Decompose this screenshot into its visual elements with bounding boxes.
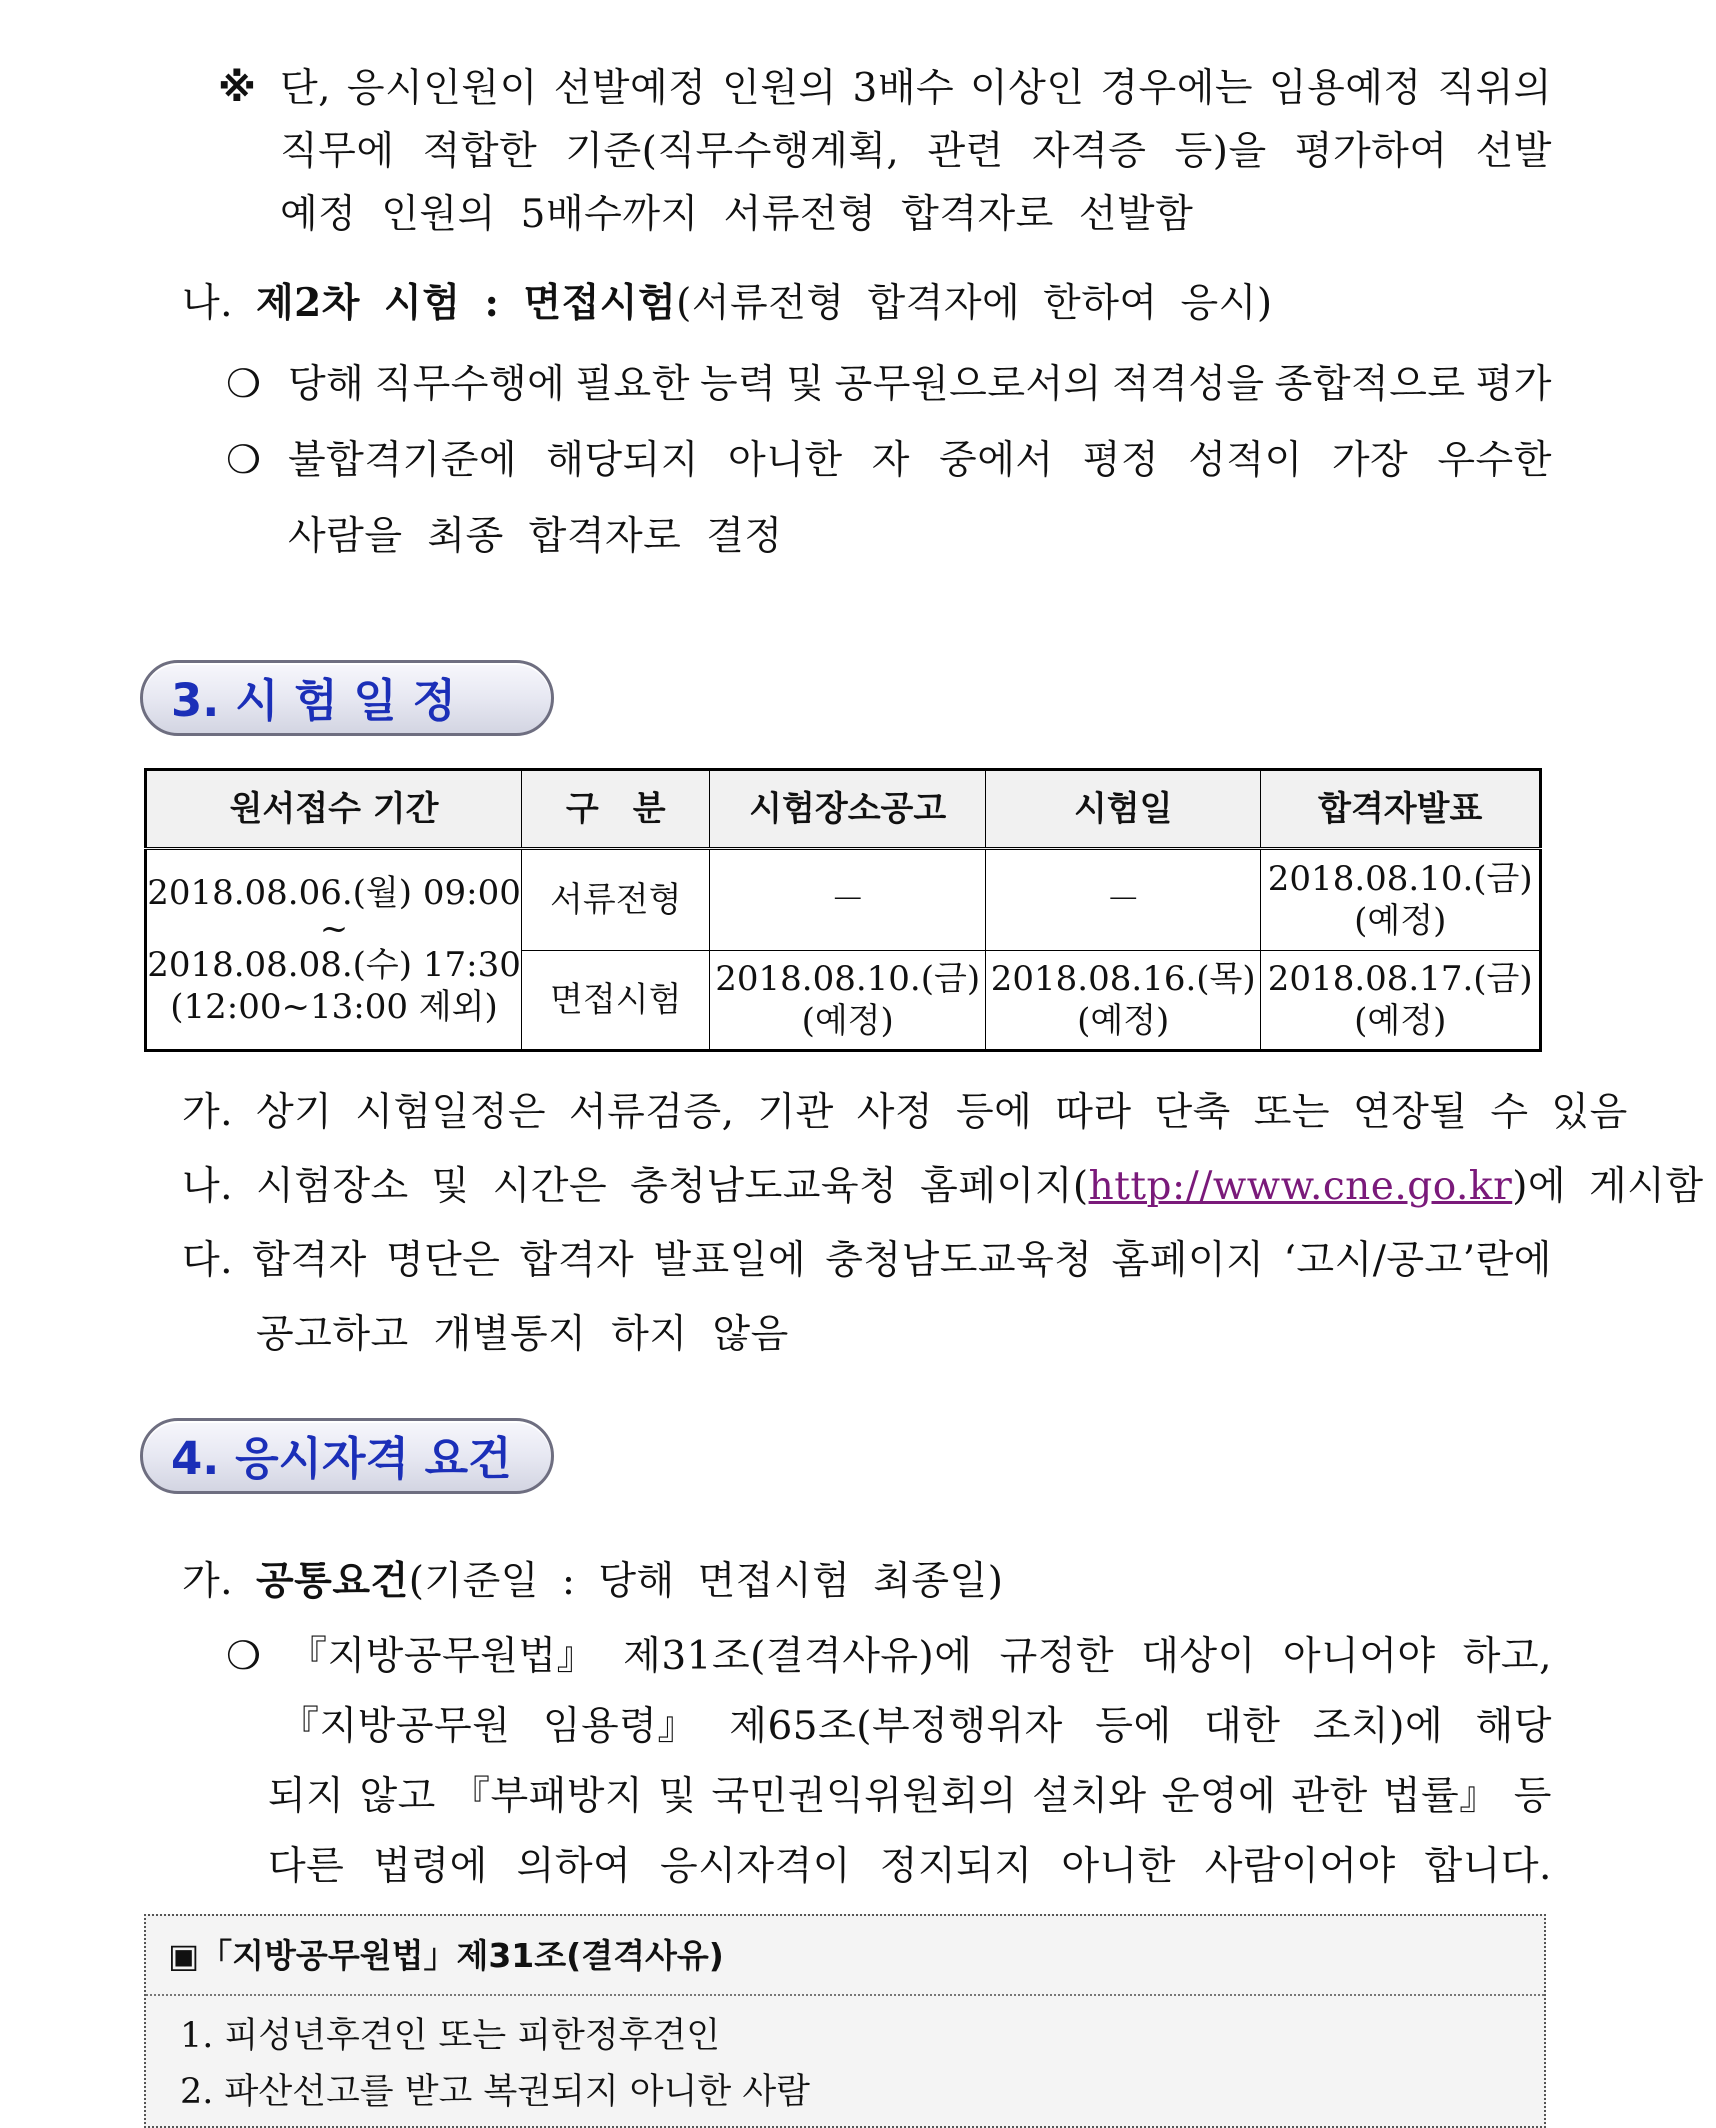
note-line-3: 예정 인원의 5배수까지 서류전형 합격자로 선발함 <box>280 192 1194 237</box>
law-item: 1. 피성년후견인 또는 피한정후견인 <box>180 2016 721 2056</box>
schedule-table <box>144 768 1542 1052</box>
law-excerpt-title: ▣「지방공무원법」제31조(결격사유) <box>168 1936 724 1975</box>
eligibility-line-1: 『지방공무원법』 제31조(결격사유)에 규정한 대상이 아니어야 하고, <box>288 1634 1552 1679</box>
venue-cell: － <box>710 849 986 951</box>
law-excerpt-box <box>144 1914 1546 2128</box>
subsection-2-b-title: 나. 제2차 시험 : 면접시험(서류전형 합격자에 한하여 응시) <box>182 280 1273 326</box>
result-cell: 2018.08.17.(금) (예정) <box>1261 951 1541 1051</box>
schedule-note-c: 다. 합격자 명단은 합격자 발표일에 충청남도교육청 홈페이지 ‘고시/공고’란에 <box>182 1238 1552 1283</box>
note-line-1: 단, 응시인원이 선발예정 인원의 3배수 이상인 경우에는 임용예정 직위의 <box>280 66 1552 111</box>
b-bullet-1: 당해 직무수행에 필요한 능력 및 공무원으로서의 적격성을 종합적으로 평가 <box>288 362 1552 407</box>
b-bullet-2-cont: 사람을 최종 합격자로 결정 <box>288 514 783 559</box>
law-excerpt-divider <box>146 1994 1544 1996</box>
schedule-note-b: 나. 시험장소 및 시간은 충청남도교육청 홈페이지(http://www.cne.go.kr)에 게시함 <box>182 1164 1704 1209</box>
venue-cell: 2018.08.10.(금) (예정) <box>710 951 986 1051</box>
note-line-2: 직무에 적합한 기준(직무수행계획, 관련 자격증 등)을 평가하여 선발 <box>280 129 1552 174</box>
header-exam-date: 시험일 <box>985 770 1261 849</box>
b-bullet-2: 불합격기준에 해당되지 아니한 자 중에서 평정 성적이 가장 우수한 <box>288 438 1552 483</box>
bullet-icon: ❍ <box>226 1634 262 1679</box>
section-3-heading: 3. 시 험 일 정 <box>140 660 554 736</box>
bullet-icon: ❍ <box>226 438 262 483</box>
exam-cell: － <box>985 849 1261 951</box>
note-symbol: ※ <box>218 66 257 111</box>
table-row <box>146 849 1541 951</box>
subsection-4-a-title: 가. 공통요건(기준일 : 당해 면접시험 최종일) <box>182 1558 1004 1604</box>
exam-cell: 2018.08.16.(목) (예정) <box>985 951 1261 1051</box>
result-cell: 2018.08.10.(금) (예정) <box>1261 849 1541 951</box>
law-item: 2. 파산선고를 받고 복권되지 아니한 사람 <box>180 2072 810 2112</box>
bullet-icon: ❍ <box>226 362 262 407</box>
eligibility-line-4: 다른 법령에 의하여 응시자격이 정지되지 아니한 사람이어야 합니다. <box>268 1844 1552 1889</box>
header-period: 원서접수 기간 <box>146 770 522 849</box>
section-4-heading: 4. 응시자격 요건 <box>140 1418 554 1494</box>
website-link[interactable]: http://www.cne.go.kr <box>1088 1164 1513 1209</box>
type-cell: 면접시험 <box>522 951 710 1051</box>
table-header-row <box>146 770 1541 849</box>
eligibility-line-2: 『지방공무원 임용령』 제65조(부정행위자 등에 대한 조치)에 해당 <box>280 1704 1552 1749</box>
schedule-note-a: 가. 상기 시험일정은 서류검증, 기관 사정 등에 따라 단축 또는 연장될 수 있음 <box>182 1090 1628 1135</box>
type-cell: 서류전형 <box>522 849 710 951</box>
schedule-note-c-cont: 공고하고 개별통지 하지 않음 <box>256 1312 789 1357</box>
eligibility-line-3: 되지 않고 『부패방지 및 국민권익위원회의 설치와 운영에 관한 법률』 등 <box>268 1774 1552 1819</box>
header-result: 합격자발표 <box>1261 770 1541 849</box>
header-type: 구 분 <box>522 770 710 849</box>
application-period-cell: 2018.08.06.(월) 09:00 ~ 2018.08.08.(수) 17:30 (12:00~13:00 제외) <box>146 849 522 1051</box>
header-venue-notice: 시험장소공고 <box>710 770 986 849</box>
